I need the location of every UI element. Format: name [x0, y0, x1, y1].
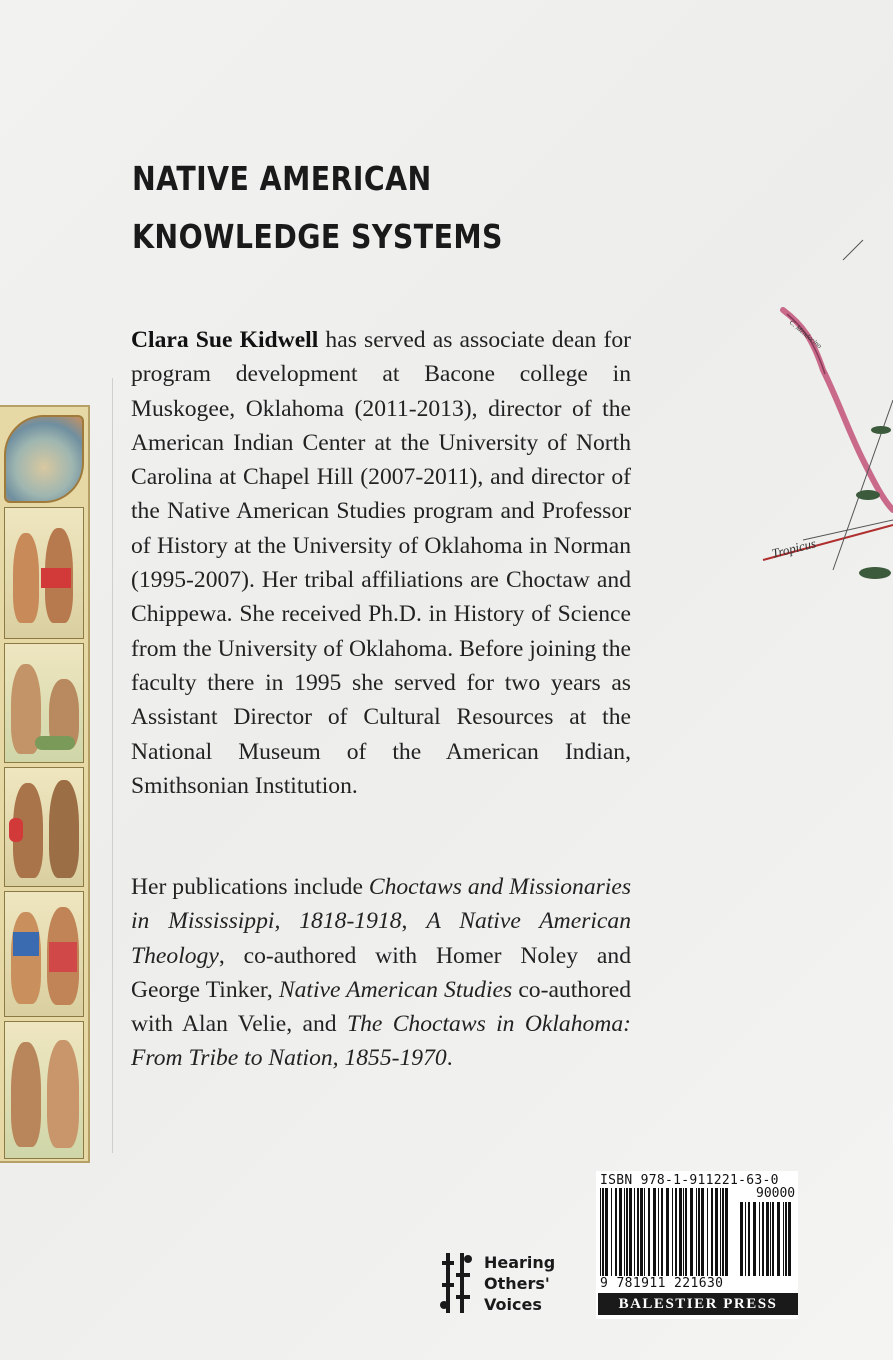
author-name: Clara Sue Kidwell: [131, 327, 319, 353]
barcode-bar: [715, 1188, 718, 1276]
barcode-bar: [634, 1188, 635, 1276]
map-label-tropicus: Tropicus: [770, 535, 818, 561]
barcode-bar: [720, 1188, 721, 1276]
barcode-bar: [772, 1202, 774, 1276]
book-title-3: Native American Studies: [278, 976, 513, 1003]
barcode-bar: [785, 1202, 787, 1276]
barcode-bar: [701, 1188, 704, 1276]
barcode-bar: [640, 1188, 643, 1276]
barcode-bar: [766, 1202, 769, 1276]
barcode-bar: [637, 1188, 639, 1276]
barcode-bar: [685, 1188, 687, 1276]
barcode-bar: [722, 1188, 724, 1276]
illustration-panel: [4, 767, 84, 887]
barcode-bar: [683, 1188, 684, 1276]
title-line-2: KNOWLEDGE SYSTEMS: [132, 217, 503, 256]
barcode-bar: [648, 1188, 650, 1276]
pubs-text-2: , co-authored with Homer Noley and George Tinker,: [131, 942, 631, 1003]
barcode-bar: [644, 1188, 645, 1276]
barcode-bar: [675, 1188, 677, 1276]
barcode-bar: [679, 1188, 682, 1276]
map-fragment: [743, 230, 893, 630]
hearing-others-voices-logo-icon: [440, 1253, 474, 1313]
barcode-bar: [602, 1188, 604, 1276]
barcode-bar: [707, 1188, 708, 1276]
author-bio: [131, 323, 631, 803]
divider-line: [112, 378, 113, 1153]
barcode-bar: [745, 1202, 746, 1276]
barcode-bar: [690, 1188, 693, 1276]
pubs-sep: ,: [401, 908, 427, 935]
barcode-bar: [600, 1188, 601, 1276]
imprint-line-3: Voices: [484, 1295, 542, 1314]
book-title-2: A Native American Theology: [131, 908, 632, 969]
publisher-name: BALESTIER PRESS: [598, 1293, 798, 1315]
pubs-text-3: co-authored with Alan Velie, and: [131, 976, 631, 1038]
barcode-digits: 9 781911 221630: [600, 1276, 724, 1291]
imprint-line-1: Hearing: [484, 1253, 556, 1272]
barcode-bar: [626, 1188, 628, 1276]
illustration-panel: [4, 643, 84, 763]
harbor-vignette: [4, 415, 84, 503]
barcode-bar: [753, 1202, 756, 1276]
barcode-bar: [696, 1188, 697, 1276]
book-title-1: Choctaws and Missionaries in Mississippi, 1818-1918: [131, 874, 632, 935]
title-line-1: NATIVE AMERICAN: [132, 159, 432, 198]
barcode-bar: [629, 1188, 632, 1276]
imprint-line-2: Others': [484, 1274, 550, 1293]
publications-paragraph: [131, 870, 631, 1076]
barcode-bar: [777, 1202, 780, 1276]
illustration-panel: [4, 1021, 84, 1159]
barcode-bar: [770, 1202, 771, 1276]
barcode-bar: [740, 1202, 743, 1276]
barcode-bar: [661, 1188, 663, 1276]
barcode-bar: [762, 1202, 764, 1276]
map-label-mendocino: C. Mendocino: [787, 318, 824, 351]
barcode-bar: [605, 1188, 608, 1276]
pubs-end: .: [446, 1045, 453, 1072]
barcode-addon-icon: [738, 1202, 796, 1276]
barcode-main-icon: [598, 1188, 728, 1276]
book-title: [132, 150, 503, 266]
barcode-bar: [698, 1188, 700, 1276]
barcode-bar: [788, 1202, 791, 1276]
barcode-bar: [653, 1188, 656, 1276]
barcode-bar: [658, 1188, 659, 1276]
barcode-bar: [711, 1188, 713, 1276]
illustration-panel: [4, 507, 84, 639]
barcode-bar: [672, 1188, 673, 1276]
barcode-bar: [619, 1188, 622, 1276]
barcode-bar: [624, 1188, 625, 1276]
barcode-bar: [615, 1188, 617, 1276]
barcode-bar: [666, 1188, 669, 1276]
imprint-name: [484, 1252, 555, 1315]
barcode-bar: [725, 1188, 728, 1276]
book-title-4: The Choctaws in Oklahoma: From Tribe to Nation, 1855-1970: [131, 1011, 631, 1072]
price-code: 90000: [756, 1186, 796, 1201]
barcode-bar: [759, 1202, 760, 1276]
map-coastline: [783, 310, 893, 510]
illustration-panel: [4, 891, 84, 1017]
barcode-bar: [611, 1188, 612, 1276]
pubs-intro: Her publications include: [131, 874, 369, 900]
barcode-bar: [748, 1202, 750, 1276]
illustrated-strip: [0, 405, 90, 1163]
isbn-label: ISBN 978-1-911221-63-0: [600, 1173, 779, 1188]
bio-text: has served as associate dean for program development at Bacone college in Muskogee, Oklahoma (2011-2013), director of the American Indian Center at the University of North Carolina at Chapel Hill (2007-2011), and director of the Native American Studies program and Professor of History at the University of Oklahoma in Norman (1995-2007). Her tribal affiliations are Choctaw and Chippewa. She received Ph.D. in History of Science from the University of Oklahoma. Before joining the faculty there in 1995 she served for two years as Assistant Director of Cultural Resources at the National Museum of the American Indian, Smithsonian Institution.: [131, 327, 631, 799]
barcode-bar: [783, 1202, 784, 1276]
